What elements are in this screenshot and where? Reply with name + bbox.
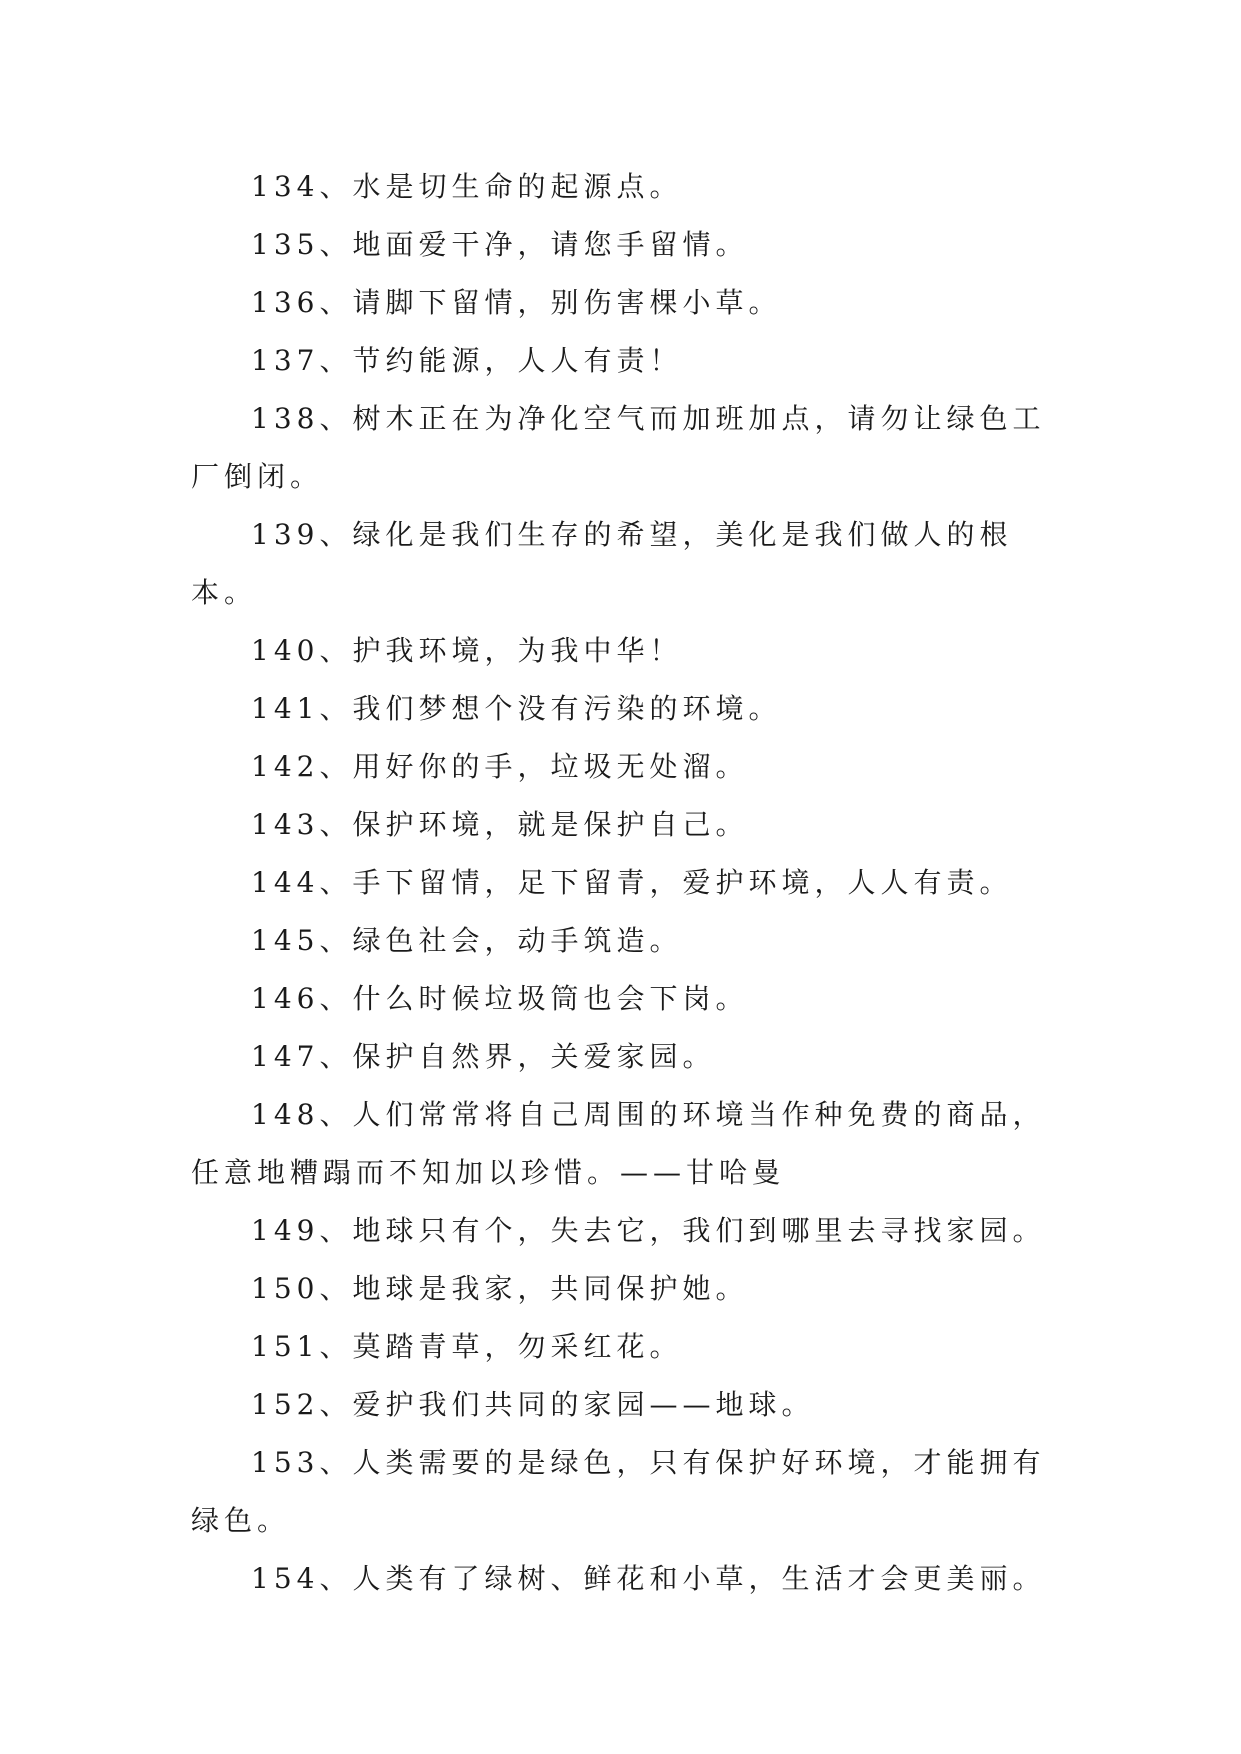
paragraph-146: 146、什么时候垃圾筒也会下岗。 <box>251 982 749 1015</box>
paragraph-148: 148、人们常常将自己周围的环境当作种免费的商品，任意地糟蹋而不知加以珍惜。——甘哈曼 <box>191 1098 1046 1189</box>
paragraph-145: 145、绿色社会，动手筑造。 <box>251 924 683 957</box>
paragraph-147: 147、保护自然界，关爱家园。 <box>251 1040 716 1073</box>
paragraph-143: 143、保护环境，就是保护自己。 <box>251 808 749 841</box>
paragraph-149: 149、地球只有个，失去它，我们到哪里去寻找家园。 <box>251 1214 1046 1247</box>
paragraph-140: 140、护我环境，为我中华！ <box>251 634 683 667</box>
paragraph-134: 134、水是切生命的起源点。 <box>251 170 683 203</box>
paragraph-139: 139、绿化是我们生存的希望，美化是我们做人的根本。 <box>191 518 1013 609</box>
document-body <box>191 158 1061 1608</box>
paragraph-144: 144、手下留情，足下留青，爱护环境，人人有责。 <box>251 866 1013 899</box>
paragraph-141: 141、我们梦想个没有污染的环境。 <box>251 692 782 725</box>
paragraph-142: 142、用好你的手，垃圾无处溜。 <box>251 750 749 783</box>
paragraph-151: 151、莫踏青草，勿采红花。 <box>251 1330 683 1363</box>
paragraph-154: 154、人类有了绿树、鲜花和小草，生活才会更美丽。 <box>251 1562 1046 1595</box>
paragraph-137: 137、节约能源，人人有责！ <box>251 344 683 377</box>
paragraph-136: 136、请脚下留情，别伤害棵小草。 <box>251 286 782 319</box>
paragraph-150: 150、地球是我家，共同保护她。 <box>251 1272 749 1305</box>
paragraph-153: 153、人类需要的是绿色，只有保护好环境，才能拥有绿色。 <box>191 1446 1046 1537</box>
paragraph-135: 135、地面爱干净，请您手留情。 <box>251 228 749 261</box>
paragraph-152: 152、爱护我们共同的家园——地球。 <box>251 1388 815 1421</box>
paragraph-138: 138、树木正在为净化空气而加班加点，请勿让绿色工厂倒闭。 <box>191 402 1046 493</box>
